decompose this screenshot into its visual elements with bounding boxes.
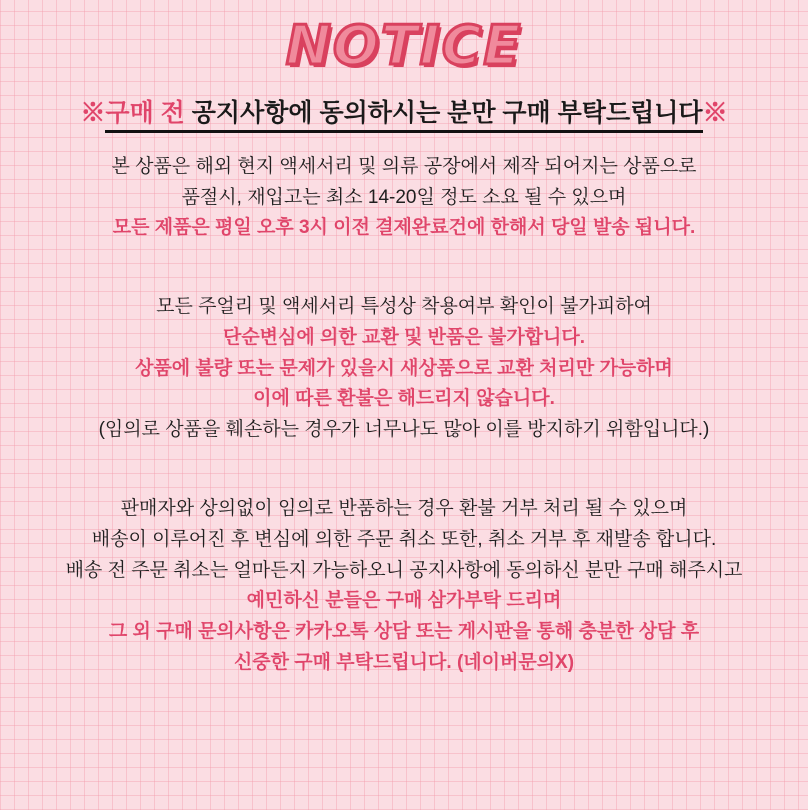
heading-mark-right: ※ [702, 99, 728, 128]
notice-line: 품절시, 재입고는 최소 14-20일 정도 소요 될 수 있으며 [181, 186, 627, 208]
notice-line: 배송이 이루어진 후 변심에 의한 주문 취소 또한, 취소 거부 후 재발송 합니다. [91, 528, 717, 550]
notice-line: (임의로 상품을 훼손하는 경우가 너무나도 많아 이를 방지하기 위함입니다.) [98, 419, 710, 441]
notice-line: 판매자와 상의없이 임의로 반품하는 경우 환불 거부 처리 될 수 있으며 [120, 498, 688, 520]
notice-line: 본 상품은 해외 현지 액세서리 및 의류 공장에서 제작 되어지는 상품으로 [111, 155, 697, 177]
notice-line: 예민하신 분들은 구매 삼가부탁 드리며 [246, 590, 562, 612]
heading-mark-left: ※ [80, 99, 106, 128]
notice-line: 상품에 불량 또는 문제가 있을시 새상품으로 교환 처리만 가능하며 [135, 357, 673, 379]
notice-line: 모든 주얼리 및 액세서리 특성상 착용여부 확인이 불가피하여 [156, 296, 652, 318]
section-exchange [0, 292, 808, 446]
section-return [0, 494, 808, 679]
notice-line: 신중한 구매 부탁드립니다. (네이버문의X) [233, 651, 575, 673]
heading-segment-dark: 공지사항에 동의하시는 분만 구매 부탁드립니다 [184, 99, 703, 128]
notice-line: 단순변심에 의한 교환 및 반품은 불가합니다. [222, 326, 586, 348]
agreement-heading [0, 97, 808, 130]
notice-line: 이에 따른 환불은 해드리지 않습니다. [253, 388, 555, 410]
notice-line: 그 외 구매 문의사항은 카카오톡 상담 또는 게시판을 통해 충분한 상담 후 [108, 621, 700, 643]
notice-line: 배송 전 주문 취소는 얼마든지 가능하오니 공지사항에 동의하신 분만 구매 해주시고 [65, 559, 743, 581]
page-title: NOTICE [285, 14, 523, 77]
section-shipping [0, 152, 808, 244]
heading-segment-pink: 구매 전 [105, 99, 185, 128]
notice-line: 모든 제품은 평일 오후 3시 이전 결제완료건에 한해서 당일 발송 됩니다. [112, 217, 696, 239]
